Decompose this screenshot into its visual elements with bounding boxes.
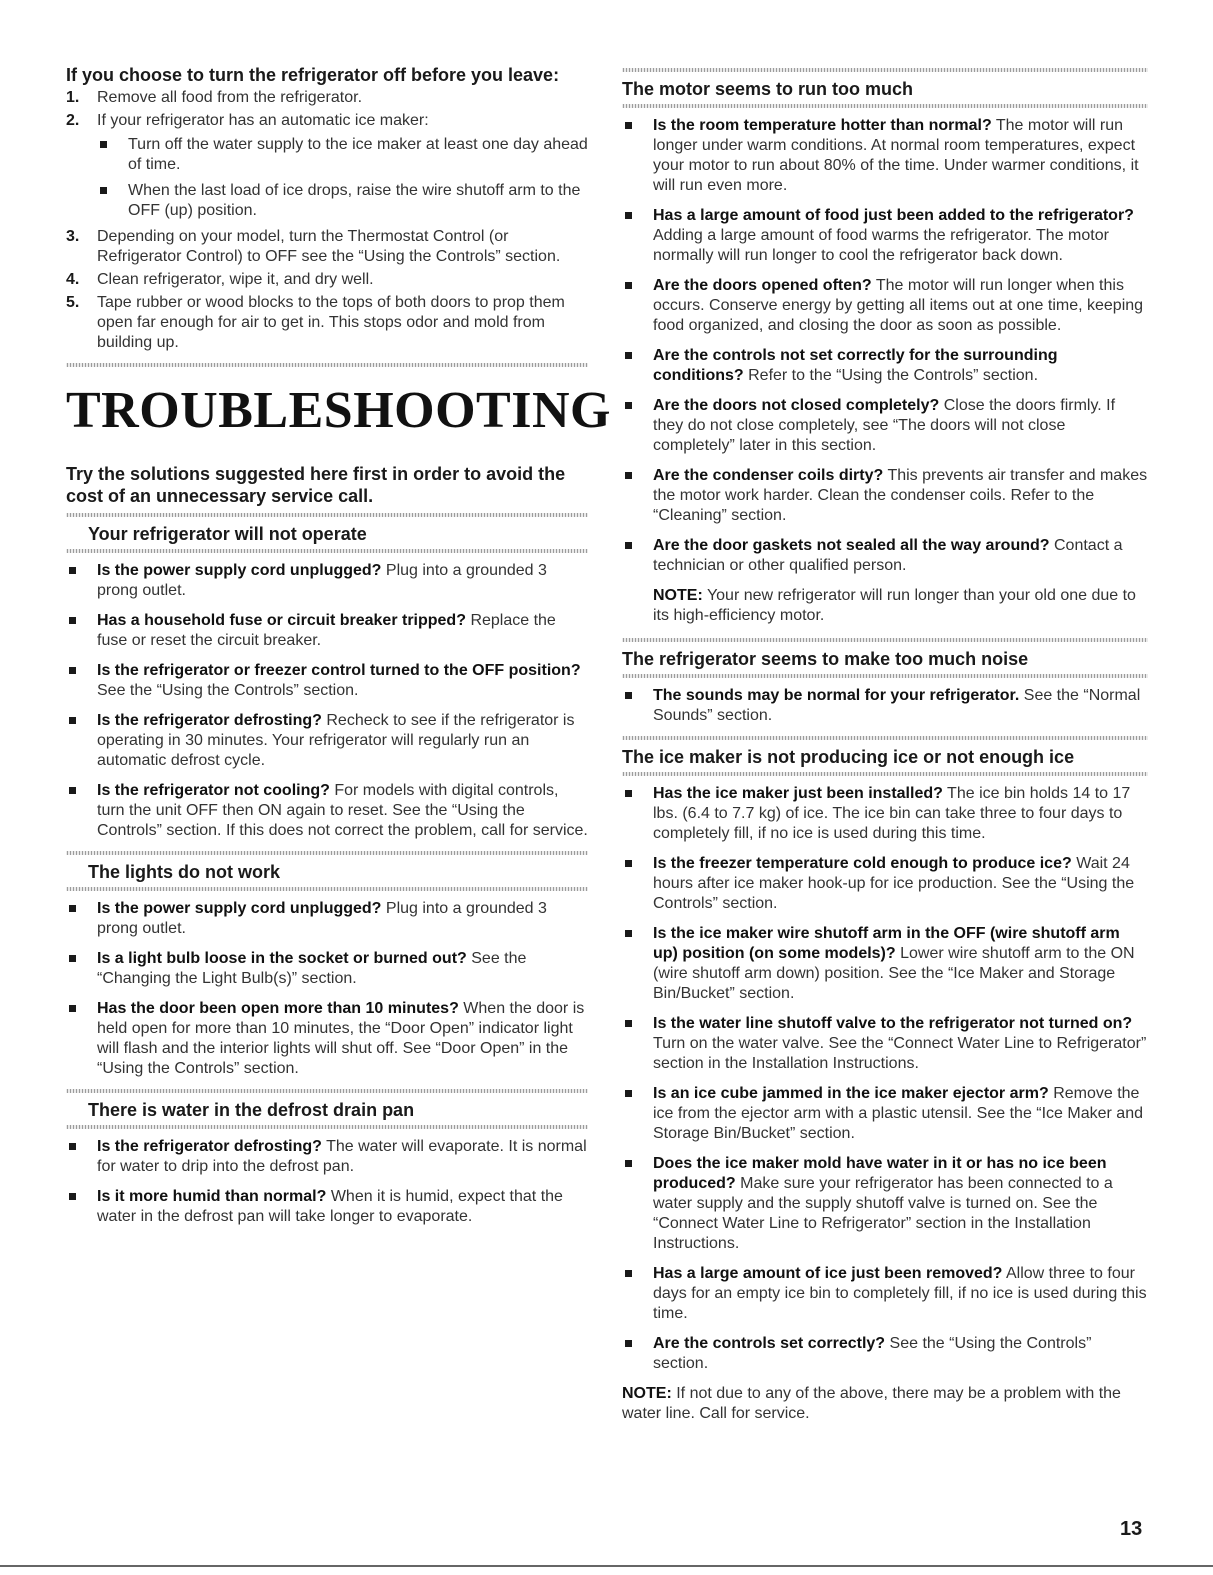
question-text: Is the room temperature hotter than normal? xyxy=(653,117,992,134)
question-text: Is the water line shutoff valve to the refrigerator not turned on? xyxy=(653,1015,1133,1032)
list-item xyxy=(622,686,1148,726)
list-item xyxy=(622,346,1148,386)
answer-text: Remove the ice from the ejector arm with a plastic utensil. See the “Ice Maker and Storage Bin/Bucket” section. xyxy=(653,1085,1143,1142)
question-text: Has a large amount of food just been added to the refrigerator? xyxy=(653,207,1134,224)
answer-text: For models with digital controls, turn the unit OFF then ON again to reset. See the “Using the Controls” section. If this does not correct the problem, call for service. xyxy=(97,782,588,839)
answer-text: Make sure your refrigerator has been connected to a water supply and the supply shutoff valve is turned on. See the “Connect Water Line to Refrigerator” section in the Installation Instructions. xyxy=(653,1175,1113,1252)
answer-text: When the door is held open for more than 10 minutes, the “Door Open” indicator light will flash and the interior lights will shut off. See “Door Open” in the “Using the Controls” section. xyxy=(97,1000,585,1077)
bullet-square-icon xyxy=(625,1090,632,1097)
bullet-square-icon xyxy=(625,402,632,409)
question-text: Is the refrigerator defrosting? xyxy=(97,1138,322,1155)
section-title: There is water in the defrost drain pan xyxy=(88,1100,415,1120)
bullet-square-icon xyxy=(69,787,76,794)
answer-text: Lower wire shutoff arm to the ON (wire shutoff arm down) position. See the “Ice Maker and Storage Bin/Bucket” section. xyxy=(653,945,1135,1002)
step-text: Depending on your model, turn the Thermostat Control (or Refrigerator Control) to OFF see the “Using the Controls” section. xyxy=(97,228,561,265)
note-text: Your new refrigerator will run longer than your old one due to its high-efficiency motor. xyxy=(653,587,1136,624)
question-text: Is the power supply cord unplugged? xyxy=(97,562,382,579)
list-item xyxy=(66,111,588,221)
dotted-divider xyxy=(622,772,1148,776)
bullet-square-icon xyxy=(625,352,632,359)
question-list xyxy=(66,899,588,1079)
section-heading xyxy=(66,1089,588,1129)
substep-text: When the last load of ice drops, raise the wire shutoff arm to the OFF (up) position. xyxy=(128,182,581,219)
section-title: The refrigerator seems to make too much noise xyxy=(622,649,1029,669)
bottom-rule xyxy=(0,1565,1213,1567)
question-list xyxy=(66,1137,588,1227)
note-label: NOTE: xyxy=(622,1385,672,1402)
question-list xyxy=(622,784,1148,1374)
question-text: Are the doors not closed completely? xyxy=(653,397,940,414)
answer-text: See the “Using the Controls” section. xyxy=(97,682,359,699)
bullet-square-icon xyxy=(69,1143,76,1150)
intro-text: Try the solutions suggested here first in order to avoid the cost of an unnecessary service call. xyxy=(66,464,566,506)
answer-text: The ice bin holds 14 to 17 lbs. (6.4 to 7.7 kg) of ice. The ice bin can take three to four days to completely fill, if no ice is used during this time. xyxy=(653,785,1131,842)
answer-text: See the “Changing the Light Bulb(s)” section. xyxy=(97,950,527,987)
list-item xyxy=(622,116,1148,196)
question-text: Are the condenser coils dirty? xyxy=(653,467,884,484)
bullet-square-icon xyxy=(69,567,76,574)
step-number: 3. xyxy=(66,228,80,245)
answer-text: Wait 24 hours after ice maker hook-up for ice production. See the “Using the Controls” section. xyxy=(653,855,1135,912)
bullet-square-icon xyxy=(625,1020,632,1027)
question-text: Has a large amount of ice just been removed? xyxy=(653,1265,1003,1282)
prep-heading: If you choose to turn the refrigerator off before you leave: xyxy=(66,65,560,85)
answer-text: Allow three to four days for an empty ice bin to completely fill, if no ice is used during this time. xyxy=(653,1265,1147,1322)
dotted-divider xyxy=(66,549,588,553)
question-text: Is it more humid than normal? xyxy=(97,1188,327,1205)
question-text: Is the ice maker wire shutoff arm in the OFF (wire shutoff arm up) position (on some models)? xyxy=(653,925,1120,962)
bullet-square-icon xyxy=(625,1270,632,1277)
list-item xyxy=(622,276,1148,336)
bullet-square-icon xyxy=(100,141,107,148)
answer-text: Close the doors firmly. If they do not close completely, see “The doors will not close completely” later in this section. xyxy=(653,397,1116,454)
list-item xyxy=(66,88,588,108)
step-number: 5. xyxy=(66,294,80,311)
bullet-square-icon xyxy=(625,930,632,937)
section-heading xyxy=(66,851,588,891)
answer-text: Recheck to see if the refrigerator is operating in 30 minutes. Your refrigerator will regularly run an automatic defrost cycle. xyxy=(97,712,575,769)
dotted-divider xyxy=(66,887,588,891)
bullet-square-icon xyxy=(69,1005,76,1012)
bullet-square-icon xyxy=(625,282,632,289)
step-number: 2. xyxy=(66,112,80,129)
list-item xyxy=(66,270,588,290)
bullet-square-icon xyxy=(100,187,107,194)
list-item xyxy=(66,561,588,601)
dotted-divider xyxy=(66,363,588,367)
bullet-square-icon xyxy=(625,212,632,219)
answer-text: See the “Using the Controls” section. xyxy=(653,1335,1092,1372)
question-text: Has the door been open more than 10 minutes? xyxy=(97,1000,459,1017)
list-item xyxy=(66,781,588,841)
answer-text: Contact a technician or other qualified person. xyxy=(653,537,1123,574)
list-item xyxy=(66,1137,588,1177)
section-title: The motor seems to run too much xyxy=(622,79,914,99)
list-item xyxy=(66,899,588,939)
step-number: 1. xyxy=(66,89,80,106)
bullet-square-icon xyxy=(69,617,76,624)
list-item xyxy=(66,611,588,651)
section-heading xyxy=(66,513,588,553)
question-text: Has a household fuse or circuit breaker tripped? xyxy=(97,612,466,629)
bullet-square-icon xyxy=(625,1160,632,1167)
bullet-square-icon xyxy=(625,542,632,549)
bullet-square-icon xyxy=(69,1193,76,1200)
step-number: 4. xyxy=(66,271,80,288)
bullet-square-icon xyxy=(69,955,76,962)
list-item xyxy=(622,1334,1148,1374)
answer-text: Adding a large amount of food warms the refrigerator. The motor normally will run longer to cool the refrigerator back down. xyxy=(653,227,1109,264)
list-item xyxy=(97,135,588,175)
dotted-divider xyxy=(622,104,1148,108)
page-number: 13 xyxy=(1120,1518,1143,1540)
list-item xyxy=(622,854,1148,914)
list-item xyxy=(622,1084,1148,1144)
question-text: Is the refrigerator or freezer control turned to the OFF position? xyxy=(97,662,581,679)
answer-text: When it is humid, expect that the water in the defrost pan will take longer to evaporate. xyxy=(97,1188,563,1225)
prep-steps xyxy=(66,88,588,353)
bullet-square-icon xyxy=(625,692,632,699)
question-text: Is the refrigerator not cooling? xyxy=(97,782,330,799)
dotted-divider xyxy=(622,674,1148,678)
list-item xyxy=(622,1264,1148,1324)
answer-text: Plug into a grounded 3 prong outlet. xyxy=(97,900,547,937)
list-item xyxy=(66,293,588,353)
list-item xyxy=(622,924,1148,1004)
list-item xyxy=(66,711,588,771)
bullet-square-icon xyxy=(625,472,632,479)
question-text: Are the doors opened often? xyxy=(653,277,872,294)
step-text: If your refrigerator has an automatic ice maker: xyxy=(97,112,429,129)
list-item xyxy=(622,784,1148,844)
list-item xyxy=(622,466,1148,526)
left-column xyxy=(66,64,611,1237)
list-item xyxy=(622,396,1148,456)
list-item xyxy=(66,661,588,701)
page-title: TROUBLESHOOTING xyxy=(66,382,611,439)
note-label: NOTE: xyxy=(653,587,703,604)
bullet-square-icon xyxy=(625,790,632,797)
question-text: Are the controls not set correctly for the surrounding conditions? xyxy=(653,347,1058,384)
section-title: Your refrigerator will not operate xyxy=(88,524,367,544)
step-text: Remove all food from the refrigerator. xyxy=(97,89,363,106)
answer-text: This prevents air transfer and makes the motor work harder. Clean the condenser coils. Refer to the “Cleaning” section. xyxy=(653,467,1148,524)
note xyxy=(622,586,1148,626)
bullet-square-icon xyxy=(69,667,76,674)
section-heading xyxy=(622,736,1148,776)
list-item xyxy=(97,181,588,221)
right-column xyxy=(622,64,1148,1424)
answer-text: The motor will run longer when this occurs. Conserve energy by getting all items out at one time, keeping food organized, and closing the door as soon as possible. xyxy=(653,277,1144,334)
list-item xyxy=(622,1014,1148,1074)
section-heading xyxy=(622,638,1148,678)
question-list xyxy=(66,561,588,841)
question-text: Does the ice maker mold have water in it or has no ice been produced? xyxy=(653,1155,1107,1192)
answer-text: Refer to the “Using the Controls” section. xyxy=(748,367,1039,384)
list-item xyxy=(622,1154,1148,1254)
answer-text: The water will evaporate. It is normal for water to drip into the defrost pan. xyxy=(97,1138,587,1175)
bullet-square-icon xyxy=(69,905,76,912)
step-text: Tape rubber or wood blocks to the tops of both doors to prop them open far enough for air to get in. This stops odor and mold from building up. xyxy=(97,294,565,351)
section-title: The ice maker is not producing ice or not enough ice xyxy=(622,747,1075,767)
answer-text: See the “Normal Sounds” section. xyxy=(653,687,1141,724)
list-item xyxy=(622,206,1148,266)
bullet-square-icon xyxy=(625,1340,632,1347)
list-item xyxy=(622,536,1148,576)
question-text: Are the door gaskets not sealed all the way around? xyxy=(653,537,1050,554)
question-text: Is the freezer temperature cold enough to produce ice? xyxy=(653,855,1072,872)
question-text: The sounds may be normal for your refrigerator. xyxy=(653,687,1020,704)
note xyxy=(622,1384,1148,1424)
list-item xyxy=(66,949,588,989)
question-text: Is a light bulb loose in the socket or burned out? xyxy=(97,950,467,967)
list-item xyxy=(66,227,588,267)
question-text: Are the controls set correctly? xyxy=(653,1335,886,1352)
answer-text: Turn on the water valve. See the “Connect Water Line to Refrigerator” section in the Installation Instructions. xyxy=(653,1035,1147,1072)
answer-text: Replace the fuse or reset the circuit breaker. xyxy=(97,612,556,649)
question-text: Is the power supply cord unplugged? xyxy=(97,900,382,917)
answer-text: Plug into a grounded 3 prong outlet. xyxy=(97,562,547,599)
step-text: Clean refrigerator, wipe it, and dry well. xyxy=(97,271,374,288)
answer-text: The motor will run longer under warm conditions. At normal room temperatures, expect your motor to run about 80% of the time. Under warmer conditions, it will run even more. xyxy=(653,117,1139,194)
question-text: Is the refrigerator defrosting? xyxy=(97,712,322,729)
list-item xyxy=(66,999,588,1079)
section-title: The lights do not work xyxy=(88,862,280,882)
question-text: Is an ice cube jammed in the ice maker ejector arm? xyxy=(653,1085,1049,1102)
bullet-square-icon xyxy=(625,860,632,867)
bullet-square-icon xyxy=(69,717,76,724)
question-list xyxy=(622,116,1148,576)
substep-text: Turn off the water supply to the ice maker at least one day ahead of time. xyxy=(128,136,588,173)
question-list xyxy=(622,686,1148,726)
note-text: If not due to any of the above, there may be a problem with the water line. Call for service. xyxy=(622,1385,1121,1422)
list-item xyxy=(66,1187,588,1227)
section-heading xyxy=(622,68,1148,108)
question-text: Has the ice maker just been installed? xyxy=(653,785,943,802)
bullet-square-icon xyxy=(625,122,632,129)
ice-substeps xyxy=(97,135,588,221)
dotted-divider xyxy=(66,1125,588,1129)
